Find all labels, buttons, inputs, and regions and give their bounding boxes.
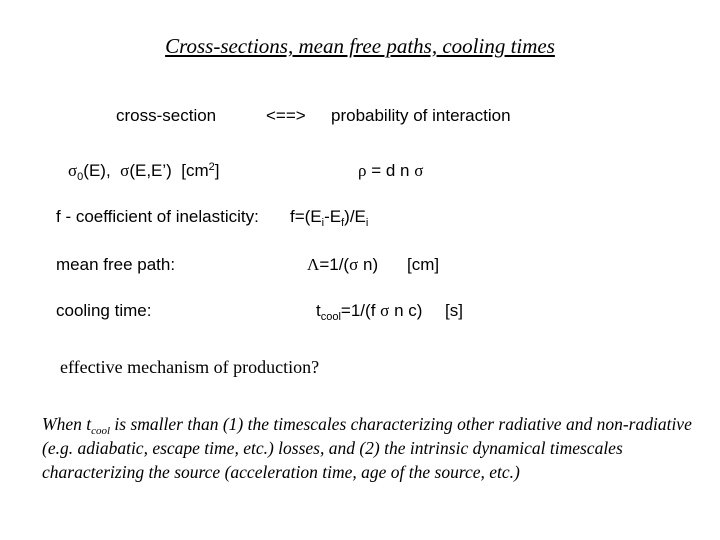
sigma0-argument: (E), [83,161,111,180]
probability-label: probability of interaction [331,106,511,125]
cooling-time-label: cooling time: [56,301,152,320]
production-question: effective mechanism of production? [60,357,320,377]
sigma-argument: (E,E’) [129,161,172,180]
cooling-time-unit: [s] [445,301,463,320]
rho-formula [358,161,423,181]
sigma0-symbol: σ [68,161,78,180]
cooling-condition-paragraph: When $t_{cool}$ is smaller than (1) the timescales characterizing other radiative and non-radiative (e.g. adiabatic, escape time, etc.) losses, and (2) the intrinsic dynamical timescales characterizing the source (acceleration time, age of the source, etc.) [42,414,692,482]
equivalence-arrow: <==> [266,106,306,125]
cross-section-unit: $[cm^2]$ [181,161,220,180]
lambda-symbol: Λ [307,255,320,274]
mean-free-path-label: mean free path: [56,255,176,274]
lambda-sigma-symbol: σ [349,255,359,274]
sigma-symbol: σ [120,161,130,180]
rho-symbol: ρ [358,161,367,180]
mean-free-path-unit: [cm] [407,255,440,274]
inelasticity-formula: $f=(E_i-E_f)/E_i$ [290,207,369,229]
inelasticity-label: f - coefficient of inelasticity: [56,207,259,226]
cooling-time-formula: $t_{cool}=1/(f$ σ n c) [316,301,423,323]
cross-section-symbols [68,161,220,181]
cooling-sigma-symbol: σ [380,301,390,320]
page-title: Cross-sections, mean free paths, cooling times [165,34,555,58]
mean-free-path-formula: Λ=1/(σ n) [307,255,379,274]
cross-section-label: cross-section [116,106,217,125]
sigma0-subscript: 0 [77,171,84,183]
rho-equation: = d n [371,161,410,180]
rho-sigma-symbol: σ [414,161,424,180]
